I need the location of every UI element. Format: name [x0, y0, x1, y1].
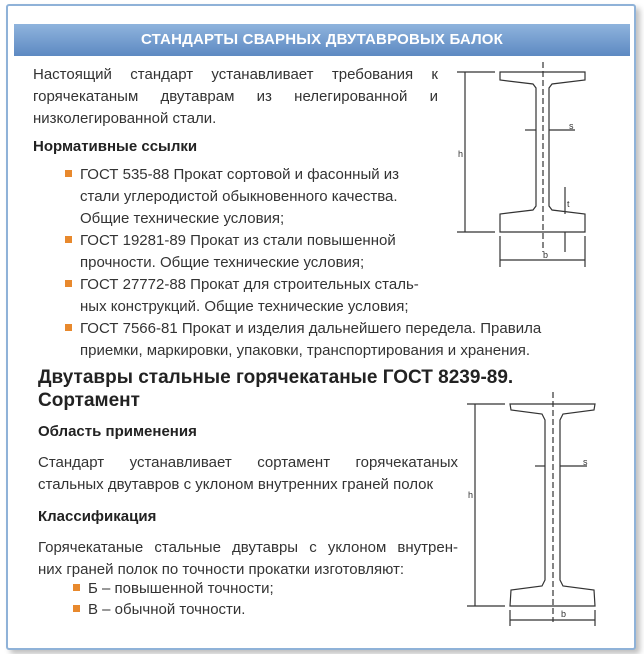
- height-label: h: [458, 149, 464, 159]
- bullet-square-icon: [65, 324, 72, 331]
- class-item: В – обычной точности.: [73, 599, 245, 621]
- page-banner: СТАНДАРТЫ СВАРНЫХ ДВУТАВРОВЫХ БАЛОК: [14, 24, 630, 56]
- ref-item: ГОСТ 7566-81 Прокат и изделия дальнейшего передела. Правила приемки, маркировки, упаковки, транспортирования и хранения.: [65, 318, 605, 362]
- web-thickness-label: s: [583, 457, 588, 467]
- flange-width-label: b: [543, 250, 549, 260]
- ibeam-section-diagram-1: [455, 62, 610, 277]
- flange-thickness-label: t: [567, 199, 570, 209]
- bullet-square-icon: [65, 280, 72, 287]
- scope-heading: Область применения: [38, 423, 197, 440]
- web-thickness-label: s: [569, 121, 574, 131]
- intro-paragraph: Настоящий стандарт устанавливает требования к горячекатаным двутаврам из нелегированной и низколегированной стали.: [33, 66, 438, 127]
- classification-paragraph: Горячекатаные стальные двутавры с уклоном внутрен- них граней полок по точности прокатки изготовляют:: [38, 539, 458, 578]
- flange-width-label: b: [561, 609, 567, 619]
- bullet-square-icon: [73, 605, 80, 612]
- class-item: Б – повышенной точности;: [73, 578, 274, 600]
- ref-item: ГОСТ 535-88 Прокат сортовой и фасонный из стали углеродистой обыкновенного качества. Общие технические условия;: [65, 164, 437, 230]
- ref-item: ГОСТ 27772-88 Прокат для строительных сталь- ных конструкций. Общие технические условия;: [65, 274, 445, 318]
- bullet-square-icon: [65, 170, 72, 177]
- ref-item: ГОСТ 19281-89 Прокат из стали повышенной прочности. Общие технические условия;: [65, 230, 437, 274]
- refs-heading: Нормативные ссылки: [33, 138, 198, 155]
- bullet-square-icon: [73, 584, 80, 591]
- height-label: h: [468, 490, 474, 500]
- ibeam-section-diagram-2: [465, 390, 620, 630]
- bullet-square-icon: [65, 236, 72, 243]
- section2-title: Двутавры стальные горячекатаные ГОСТ 8239-89. Сортамент: [38, 367, 514, 411]
- scope-paragraph: Стандарт устанавливает сортамент горячекатаных стальных двутавров с уклоном внутренних граней полок: [38, 454, 458, 493]
- classification-heading: Классификация: [38, 508, 157, 525]
